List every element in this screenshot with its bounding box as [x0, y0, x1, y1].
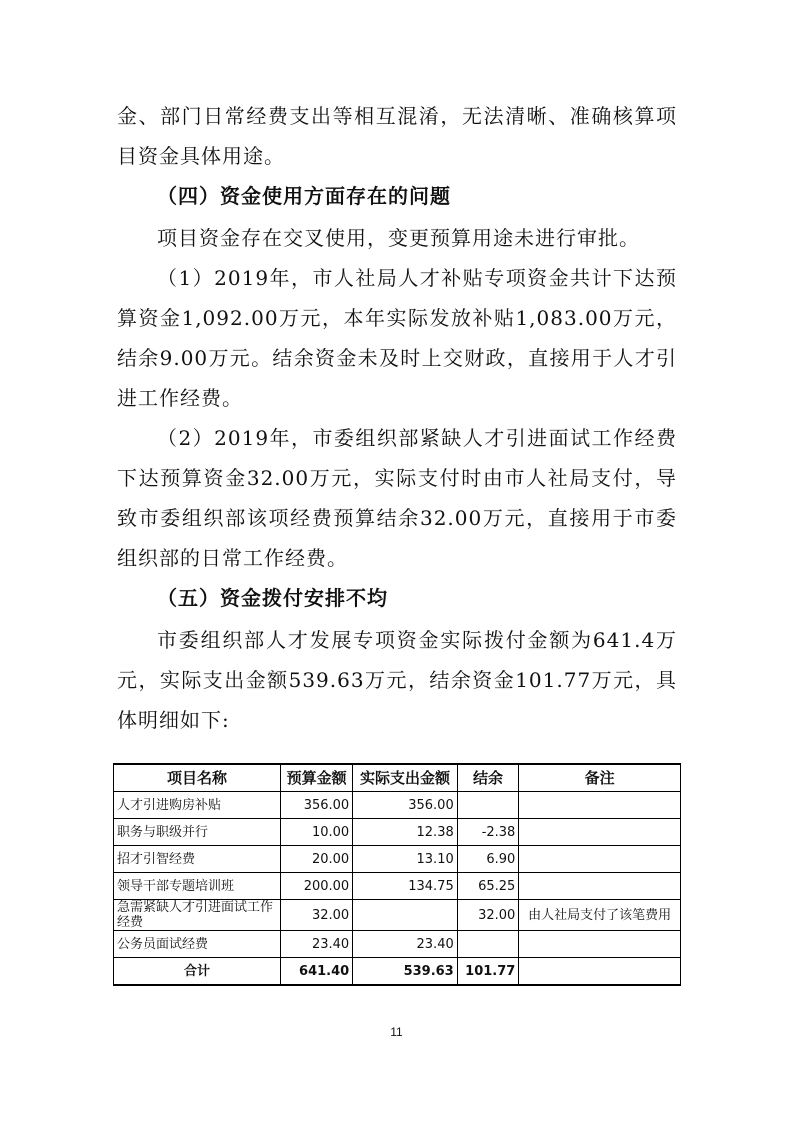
cell-budget: 10.00: [281, 819, 353, 846]
cell-budget: 23.40: [281, 931, 353, 958]
cell-name: 急需紧缺人才引进面试工作经费: [114, 900, 281, 931]
cell-actual: [353, 900, 458, 931]
cell-actual: 23.40: [353, 931, 458, 958]
cell-name: 职务与职级并行: [114, 819, 281, 846]
header-balance: 结余: [457, 764, 519, 792]
section-heading-5: （五）资金拨付安排不均: [157, 586, 388, 610]
cell-actual: 356.00: [353, 792, 458, 819]
cell-name: 公务员面试经费: [114, 931, 281, 958]
total-balance: 101.77: [457, 958, 519, 986]
paragraph-allocation: 市委组织部人才发展专项资金实际拨付金额为641.4万元，实际支出金额539.63万元，结余资金101.77万元，具体明细如下:: [117, 628, 677, 732]
cell-balance: 6.90: [457, 846, 519, 873]
cell-actual: 134.75: [353, 873, 458, 900]
cell-name: 领导干部专题培训班: [114, 873, 281, 900]
total-label: 合计: [114, 958, 281, 986]
cell-actual: 13.10: [353, 846, 458, 873]
total-actual: 539.63: [353, 958, 458, 986]
cell-budget: 20.00: [281, 846, 353, 873]
table-row: [114, 873, 681, 900]
header-project-name: 项目名称: [114, 764, 281, 792]
paragraph-item-2: （2）2019年，市委组织部紧缺人才引进面试工作经费下达预算资金32.00万元，实际支付时由市人社局支付，导致市委组织部该项经费预算结余32.00万元，直接用于市委组织部的日常工作经费。: [117, 426, 677, 570]
total-budget: 641.40: [281, 958, 353, 986]
cell-balance: [457, 792, 519, 819]
paragraph-item-1: （1）2019年，市人社局人才补贴专项资金共计下达预算资金1,092.00万元，本年实际发放补贴1,083.00万元，结余9.00万元。结余资金未及时上交财政，直接用于人才引进工作经费。: [117, 266, 677, 410]
cell-note: [519, 931, 681, 958]
section-heading-4: （四）资金使用方面存在的问题: [157, 184, 451, 208]
header-note: 备注: [519, 764, 681, 792]
paragraph-cross-use: 项目资金存在交叉使用，变更预算用途未进行审批。: [157, 226, 640, 250]
table-total-row: [114, 958, 681, 986]
cell-note: [519, 846, 681, 873]
table-row: [114, 846, 681, 873]
table-header-row: [114, 764, 681, 792]
cell-budget: 200.00: [281, 873, 353, 900]
header-budget: 预算金额: [281, 764, 353, 792]
paragraph-continuation: 金、部门日常经费支出等相互混淆，无法清晰、准确核算项目资金具体用途。: [117, 104, 677, 168]
cell-note: [519, 873, 681, 900]
budget-table: [113, 763, 681, 986]
cell-balance: -2.38: [457, 819, 519, 846]
cell-note: [519, 819, 681, 846]
table-row: [114, 819, 681, 846]
header-actual: 实际支出金额: [353, 764, 458, 792]
cell-actual: 12.38: [353, 819, 458, 846]
cell-balance: 32.00: [457, 900, 519, 931]
total-note: [519, 958, 681, 986]
cell-budget: 356.00: [281, 792, 353, 819]
cell-name: 招才引智经费: [114, 846, 281, 873]
cell-note: 由人社局支付了该笔费用: [519, 900, 681, 931]
cell-balance: 65.25: [457, 873, 519, 900]
page-number: 11: [390, 1025, 403, 1039]
cell-budget: 32.00: [281, 900, 353, 931]
table-row: [114, 931, 681, 958]
table-row: [114, 792, 681, 819]
cell-name: 人才引进购房补贴: [114, 792, 281, 819]
cell-balance: [457, 931, 519, 958]
table-row: [114, 900, 681, 931]
cell-note: [519, 792, 681, 819]
